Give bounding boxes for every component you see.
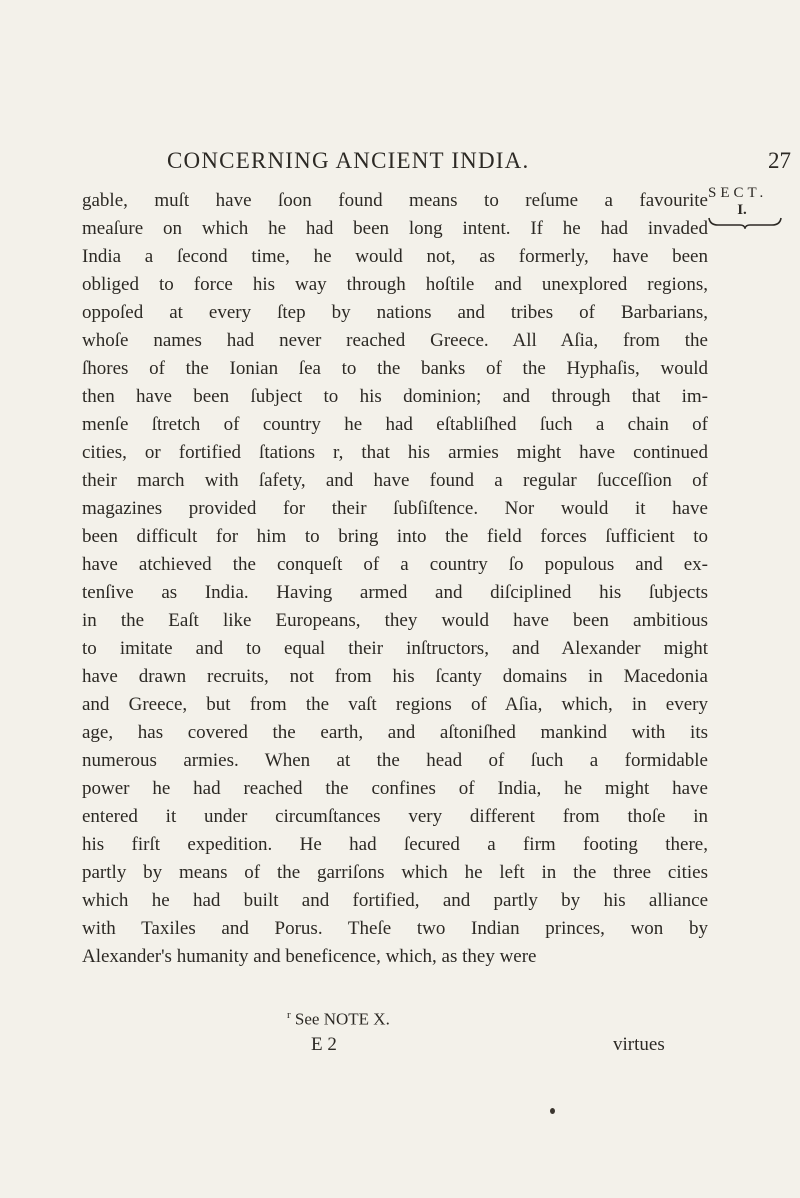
curly-brace-icon — [708, 217, 782, 229]
text-line: then have been ſubject to his dominion; and through that im- — [82, 386, 708, 407]
page-header — [0, 148, 800, 178]
text-line: age, has covered the earth, and aſtoniſhed mankind with its — [82, 722, 708, 743]
text-line: tenſive as India. Having armed and diſciplined his ſubjects — [82, 582, 708, 603]
text-line: menſe ſtretch of country he had eſtabliſhed ſuch a chain of — [82, 414, 708, 435]
section-marginal-note — [704, 185, 794, 245]
section-label: SECT. — [708, 185, 768, 201]
text-line: India a ſecond time, he would not, as formerly, have been — [82, 246, 708, 267]
catchword: virtues — [613, 1034, 665, 1055]
text-line: cities, or fortified ſtations r, that his armies might have continued — [82, 442, 708, 463]
text-line: with Taxiles and Porus. Theſe two Indian princes, won by — [82, 918, 708, 939]
text-line: numerous armies. When at the head of ſuch a formidable — [82, 750, 708, 771]
text-line: oppoſed at every ſtep by nations and tribes of Barbarians, — [82, 302, 708, 323]
signature-mark: E 2 — [311, 1034, 337, 1055]
ink-speck — [550, 1108, 555, 1114]
text-line: his firſt expedition. He had ſecured a firm footing there, — [82, 834, 708, 855]
text-line: in the Eaſt like Europeans, they would have been ambitious — [82, 610, 708, 631]
text-line: to imitate and to equal their inſtructors, and Alexander might — [82, 638, 708, 659]
text-line: gable, muſt have ſoon found means to reſume a favourite — [82, 190, 708, 211]
footnote-text: See NOTE X. — [294, 1009, 390, 1029]
text-line: Alexander's humanity and beneficence, which, as they were — [82, 946, 537, 967]
text-line: have atchieved the conqueſt of a country ſo populous and ex- — [82, 554, 708, 575]
footnote — [287, 1009, 390, 1030]
text-line: obliged to force his way through hoſtile and unexplored regions, — [82, 274, 708, 295]
text-line: have drawn recruits, not from his ſcanty domains in Macedonia — [82, 666, 708, 687]
text-line: magazines provided for their ſubſiſtence. Nor would it have — [82, 498, 708, 519]
page-number: 27 — [768, 148, 791, 173]
running-title: CONCERNING ANCIENT INDIA. — [167, 148, 530, 173]
text-line: and Greece, but from the vaſt regions of Aſia, which, in every — [82, 694, 708, 715]
text-line: their march with ſafety, and have found a regular ſucceſſion of — [82, 470, 708, 491]
section-number: I. — [737, 202, 747, 218]
body-text — [82, 187, 708, 971]
text-line: power he had reached the confines of India, he might have — [82, 778, 708, 799]
footnote-marker: r — [287, 1009, 291, 1021]
text-line: ſhores of the Ionian ſea to the banks of the Hyphaſis, would — [82, 358, 708, 379]
text-line: meaſure on which he had been long intent. If he had invaded — [82, 218, 708, 239]
text-line: which he had built and fortified, and partly by his alliance — [82, 890, 708, 911]
text-line: whoſe names had never reached Greece. All Aſia, from the — [82, 330, 708, 351]
text-line: partly by means of the garriſons which he left in the three cities — [82, 862, 708, 883]
text-line: entered it under circumſtances very different from thoſe in — [82, 806, 708, 827]
text-line: been difficult for him to bring into the field forces ſufficient to — [82, 526, 708, 547]
